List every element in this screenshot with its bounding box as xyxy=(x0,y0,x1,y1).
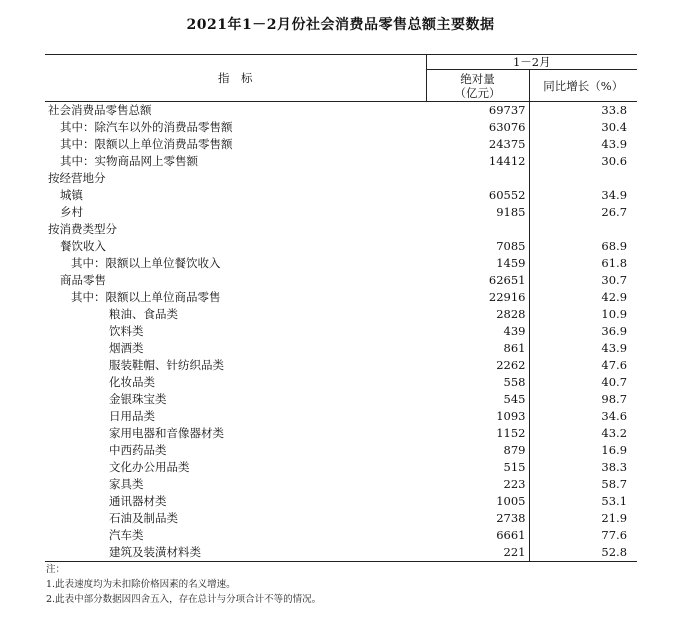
row-absolute-value: 2738 xyxy=(426,510,529,527)
indicator-header: 指 标 xyxy=(45,55,426,102)
table-body xyxy=(45,102,637,562)
row-label: 家具类 xyxy=(109,477,144,491)
row-label: 汽车类 xyxy=(109,528,144,542)
row-absolute-value: 223 xyxy=(426,476,529,493)
page-title: 2021年1－2月份社会消费品零售总额主要数据 xyxy=(186,17,495,33)
row-absolute-value xyxy=(426,170,529,187)
table-row xyxy=(45,544,637,562)
table-row xyxy=(45,238,637,255)
row-absolute-value: 24375 xyxy=(426,136,529,153)
table-row xyxy=(45,187,637,204)
row-growth-value: 30.7 xyxy=(601,273,628,287)
row-growth-value: 40.7 xyxy=(601,375,628,389)
row-growth-value: 43.2 xyxy=(601,426,628,440)
row-label: 餐饮收入 xyxy=(60,239,106,253)
row-growth-value xyxy=(529,170,637,187)
table-row xyxy=(45,102,637,120)
table-row xyxy=(45,357,637,374)
table-row xyxy=(45,527,637,544)
row-label: 石油及制品类 xyxy=(109,511,178,525)
row-growth-value: 43.9 xyxy=(601,137,628,151)
row-label: 按经营地分 xyxy=(48,171,106,185)
row-absolute-value: 62651 xyxy=(426,272,529,289)
row-label: 商品零售 xyxy=(60,273,106,287)
row-absolute-value: 515 xyxy=(426,459,529,476)
row-label: 建筑及装潢材料类 xyxy=(45,544,426,562)
row-absolute-value: 1093 xyxy=(426,408,529,425)
table-row xyxy=(45,374,637,391)
period-header: 1－2月 xyxy=(426,55,637,70)
absolute-header xyxy=(426,70,529,102)
row-label: 日用品类 xyxy=(109,409,155,423)
row-absolute-value: 558 xyxy=(426,374,529,391)
row-growth-value: 30.4 xyxy=(601,120,628,134)
row-growth-value: 26.7 xyxy=(601,205,628,219)
row-growth-value: 36.9 xyxy=(601,324,628,338)
absolute-header-unit: （亿元） xyxy=(454,85,501,100)
row-growth-value: 47.6 xyxy=(601,358,628,372)
row-absolute-value: 879 xyxy=(426,442,529,459)
row-absolute-value: 6661 xyxy=(426,527,529,544)
row-label: 其中：限额以上单位餐饮收入 xyxy=(71,256,221,270)
row-label: 饮料类 xyxy=(109,324,144,338)
row-growth-value: 53.1 xyxy=(601,494,628,508)
row-absolute-value: 439 xyxy=(426,323,529,340)
row-absolute-value: 861 xyxy=(426,340,529,357)
row-absolute-value: 63076 xyxy=(426,119,529,136)
retail-sales-table xyxy=(45,54,637,562)
notes xyxy=(46,562,321,607)
row-growth-value: 42.9 xyxy=(601,290,628,304)
row-growth-value: 61.8 xyxy=(601,256,628,270)
row-growth-value: 33.8 xyxy=(601,103,628,117)
table-row xyxy=(45,459,637,476)
table-row xyxy=(45,425,637,442)
notes-label: 注： xyxy=(46,564,66,575)
row-growth-value xyxy=(529,221,637,238)
table-row xyxy=(45,442,637,459)
note-2: 2.此表中部分数据因四舍五入，存在总计与分项合计不等的情况。 xyxy=(46,594,322,605)
absolute-header-label: 绝对量 xyxy=(460,71,495,86)
row-label: 其中：限额以上单位商品零售 xyxy=(71,290,221,304)
row-label: 通讯器材类 xyxy=(109,494,167,508)
table-row xyxy=(45,136,637,153)
row-label: 其中：限额以上单位消费品零售额 xyxy=(60,137,233,151)
row-label: 按消费类型分 xyxy=(48,222,117,236)
table-row xyxy=(45,306,637,323)
row-growth-value: 58.7 xyxy=(601,477,628,491)
row-label: 服装鞋帽、针纺织品类 xyxy=(109,358,224,372)
table-row xyxy=(45,119,637,136)
row-absolute-value: 14412 xyxy=(426,153,529,170)
note-1: 1.此表速度均为未扣除价格因素的名义增速。 xyxy=(46,579,236,590)
row-label: 化妆品类 xyxy=(109,375,155,389)
table-row xyxy=(45,323,637,340)
table-row xyxy=(45,153,637,170)
table-row xyxy=(45,170,637,187)
row-absolute-value: 9185 xyxy=(426,204,529,221)
row-absolute-value: 60552 xyxy=(426,187,529,204)
row-label: 家用电器和音像器材类 xyxy=(109,426,224,440)
row-absolute-value: 221 xyxy=(426,544,529,562)
row-label: 城镇 xyxy=(60,188,83,202)
table-row xyxy=(45,391,637,408)
row-growth-value: 98.7 xyxy=(601,392,628,406)
table-row xyxy=(45,289,637,306)
row-absolute-value: 1005 xyxy=(426,493,529,510)
table-row xyxy=(45,340,637,357)
row-absolute-value: 7085 xyxy=(426,238,529,255)
row-growth-value: 52.8 xyxy=(529,544,637,562)
row-growth-value: 34.9 xyxy=(601,188,628,202)
row-absolute-value: 22916 xyxy=(426,289,529,306)
row-label: 金银珠宝类 xyxy=(109,392,167,406)
table-row xyxy=(45,476,637,493)
row-absolute-value: 2828 xyxy=(426,306,529,323)
row-growth-value: 21.9 xyxy=(601,511,628,525)
row-label: 中西药品类 xyxy=(109,443,167,457)
table-row xyxy=(45,408,637,425)
table-row xyxy=(45,204,637,221)
table-row xyxy=(45,493,637,510)
table-row xyxy=(45,221,637,238)
row-growth-value: 34.6 xyxy=(601,409,628,423)
row-absolute-value: 545 xyxy=(426,391,529,408)
row-label: 烟酒类 xyxy=(109,341,144,355)
row-label: 其中：除汽车以外的消费品零售额 xyxy=(60,120,233,134)
growth-header: 同比增长（%） xyxy=(529,70,637,102)
row-label: 粮油、食品类 xyxy=(109,307,178,321)
row-growth-value: 30.6 xyxy=(601,154,628,168)
row-growth-value: 77.6 xyxy=(601,528,628,542)
row-absolute-value: 69737 xyxy=(426,102,529,120)
row-label: 其中：实物商品网上零售额 xyxy=(60,154,198,168)
row-absolute-value: 1459 xyxy=(426,255,529,272)
table-row xyxy=(45,255,637,272)
row-absolute-value: 1152 xyxy=(426,425,529,442)
table-row xyxy=(45,272,637,289)
row-growth-value: 38.3 xyxy=(601,460,628,474)
row-growth-value: 16.9 xyxy=(601,443,628,457)
row-label: 社会消费品零售总额 xyxy=(48,103,152,117)
row-growth-value: 43.9 xyxy=(601,341,628,355)
table-row xyxy=(45,510,637,527)
row-label: 文化办公用品类 xyxy=(109,460,190,474)
row-absolute-value xyxy=(426,221,529,238)
row-absolute-value: 2262 xyxy=(426,357,529,374)
row-growth-value: 68.9 xyxy=(601,239,628,253)
row-label: 乡村 xyxy=(60,205,83,219)
row-growth-value: 10.9 xyxy=(601,307,628,321)
